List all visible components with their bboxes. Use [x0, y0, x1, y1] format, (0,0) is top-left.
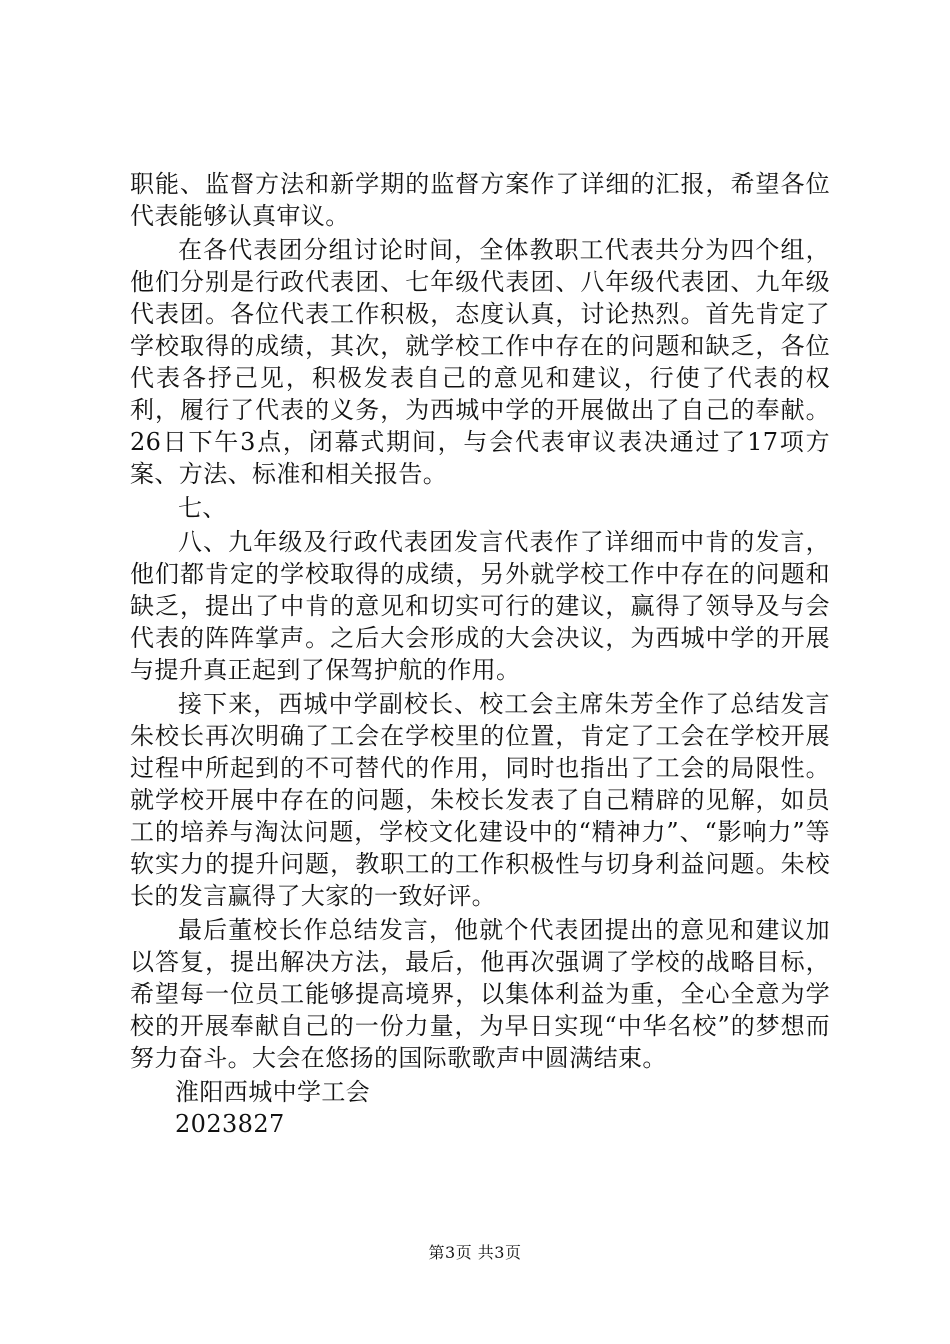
paragraph-vice-principal-summary: 接下来，西城中学副校长、校工会主席朱芳全作了总结发言朱校长再次明确了工会在学校里的位置，肯定了工会在学校开展过程中所起到的不可替代的作用，同时也指出了工会的局限性。就学校开展中存在的问题，朱校长发表了自己精辟的见解，如员工的培养与淘汰问题，学校文化建设中的“精神力”、“影响力”等软实力的提升问题，教职工的工作积极性与切身利益问题。朱校长的发言赢得了大家的一致好评。	[130, 690, 830, 910]
paragraph-delegate-speeches: 八、九年级及行政代表团发言代表作了详细而中肯的发言，他们都肯定的学校取得的成绩，另外就学校工作中存在的问题和缺乏，提出了中肯的意见和切实可行的建议，赢得了领导及与会代表的阵阵掌声。之后大会形成的大会决议，为西城中学的开展与提升真正起到了保驾护航的作用。	[130, 528, 830, 684]
paragraph-section-seven: 七、	[178, 494, 227, 522]
document-body	[130, 168, 830, 1140]
paragraph-principal-summary: 最后董校长作总结发言，他就个代表团提出的意见和建议加以答复，提出解决方法，最后，他再次强调了学校的战略目标，希望每一位员工能够提高境界，以集体利益为重，全心全意为学校的开展奉献自己的一份力量，为早日实现“中华名校”的梦想而努力奋斗。大会在悠扬的国际歌歌声中圆满结束。	[130, 916, 830, 1072]
paragraph-continuation: 职能、监督方法和新学期的监督方案作了详细的汇报，希望各位代表能够认真审议。	[130, 170, 830, 230]
page-number-label: 第3页 共3页	[428, 1243, 522, 1262]
paragraph-group-discussion: 在各代表团分组讨论时间，全体教职工代表共分为四个组，他们分别是行政代表团、七年级代表团、八年级代表团、九年级代表团。各位代表工作积极，态度认真，讨论热烈。首先肯定了学校取得的成绩，其次，就学校工作中存在的问题和缺乏，各位代表各抒己见，积极发表自己的意见和建议，行使了代表的权利，履行了代表的义务，为西城中学的开展做出了自己的奉献。26日下午3点，闭幕式期间，与会代表审议表决通过了17项方案、方法、标准和相关报告。	[130, 236, 830, 488]
page-footer	[0, 1240, 950, 1263]
signature-date: 2023827	[175, 1110, 285, 1138]
signature-organization: 淮阳西城中学工会	[175, 1078, 371, 1106]
